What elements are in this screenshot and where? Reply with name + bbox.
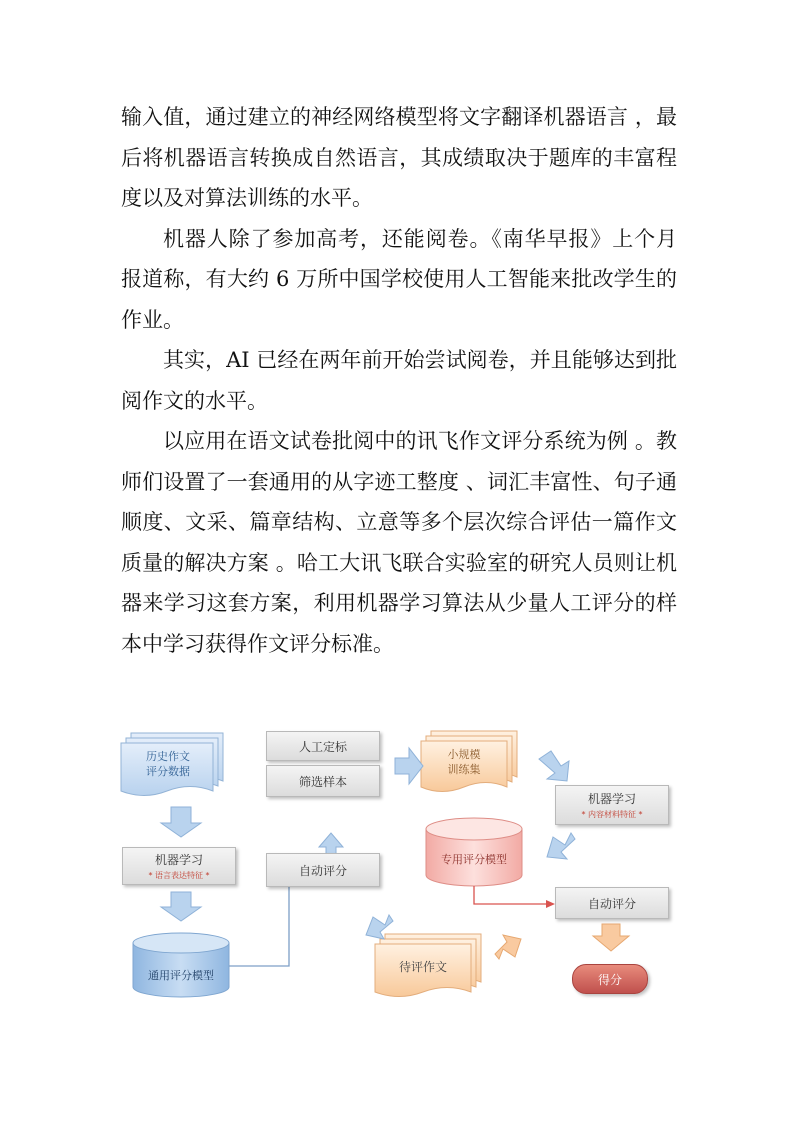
filter-samples-box: 筛选样本 — [266, 765, 380, 797]
small-set-line-2: 训练集 — [447, 763, 481, 776]
arrow-down-icon — [161, 807, 201, 837]
ml-content-box — [555, 785, 669, 825]
history-docs-label — [125, 749, 211, 779]
small-set-label — [422, 747, 506, 777]
arrow-down-left-icon — [547, 833, 575, 859]
ml-language-subtitle: * 语言表达特征 * — [148, 871, 210, 880]
ml-content-subtitle: * 内容材料特征 * — [581, 810, 643, 819]
ml-language-box — [122, 847, 236, 885]
article-text — [121, 97, 677, 664]
small-set-line-1: 小规模 — [447, 748, 481, 761]
arrow-down-icon — [593, 924, 629, 951]
manual-calibration-box: 人工定标 — [266, 731, 380, 761]
paragraph-4: 以应用在语文试卷批阅中的讯飞作文评分系统为例 。教师们设置了一套通用的从字迹工整度 、词汇丰富性、句子通顺度、文采、篇章结构、立意等多个层次综合评估一篇作文质量的解决方案 。哈工大讯飞联合实验室的研究人员则让机器来学习这套方案，利用机器学习算法从少量人工评分的样本中学习获得作文评分标准。 — [121, 429, 677, 656]
history-docs-line-1: 历史作文 — [146, 750, 190, 763]
general-model-cylinder-icon — [133, 933, 229, 997]
arrow-down-icon — [161, 892, 201, 921]
auto-score-left-box: 自动评分 — [266, 853, 380, 887]
connector-arrowhead-red-icon — [546, 900, 555, 908]
special-model-label: 专用评分模型 — [441, 853, 507, 866]
pending-essays-label: 待评作文 — [398, 960, 447, 974]
arrow-right-icon — [395, 748, 423, 784]
score-badge: 得分 — [572, 964, 648, 994]
paragraph-3: 其实，AI 已经在两年前开始尝试阅卷，并且能够达到批阅作文的水平。 — [121, 348, 677, 413]
history-docs-line-2: 评分数据 — [146, 765, 190, 778]
paragraph-1: 输入值，通过建立的神经网络模型将文字翻译机器语言 ，最后将机器语言转换成自然语言，其成绩取决于题库的丰富程度以及对算法训练的水平。 — [121, 105, 677, 210]
ml-content-title: 机器学习 — [587, 792, 636, 806]
auto-score-right-box: 自动评分 — [555, 887, 669, 919]
special-to-auto-connector — [474, 886, 547, 904]
scoring-flow-diagram — [119, 721, 679, 1003]
arrow-up-right-icon — [495, 935, 521, 959]
ml-language-title: 机器学习 — [154, 853, 203, 867]
arrow-down-right-icon — [539, 751, 569, 781]
paragraph-2: 机器人除了参加高考，还能阅卷。《南华早报》上个月报道称，有大约 6 万所中国学校使用人工智能来批改学生的作业。 — [121, 226, 677, 332]
general-model-label: 通用评分模型 — [148, 969, 214, 982]
